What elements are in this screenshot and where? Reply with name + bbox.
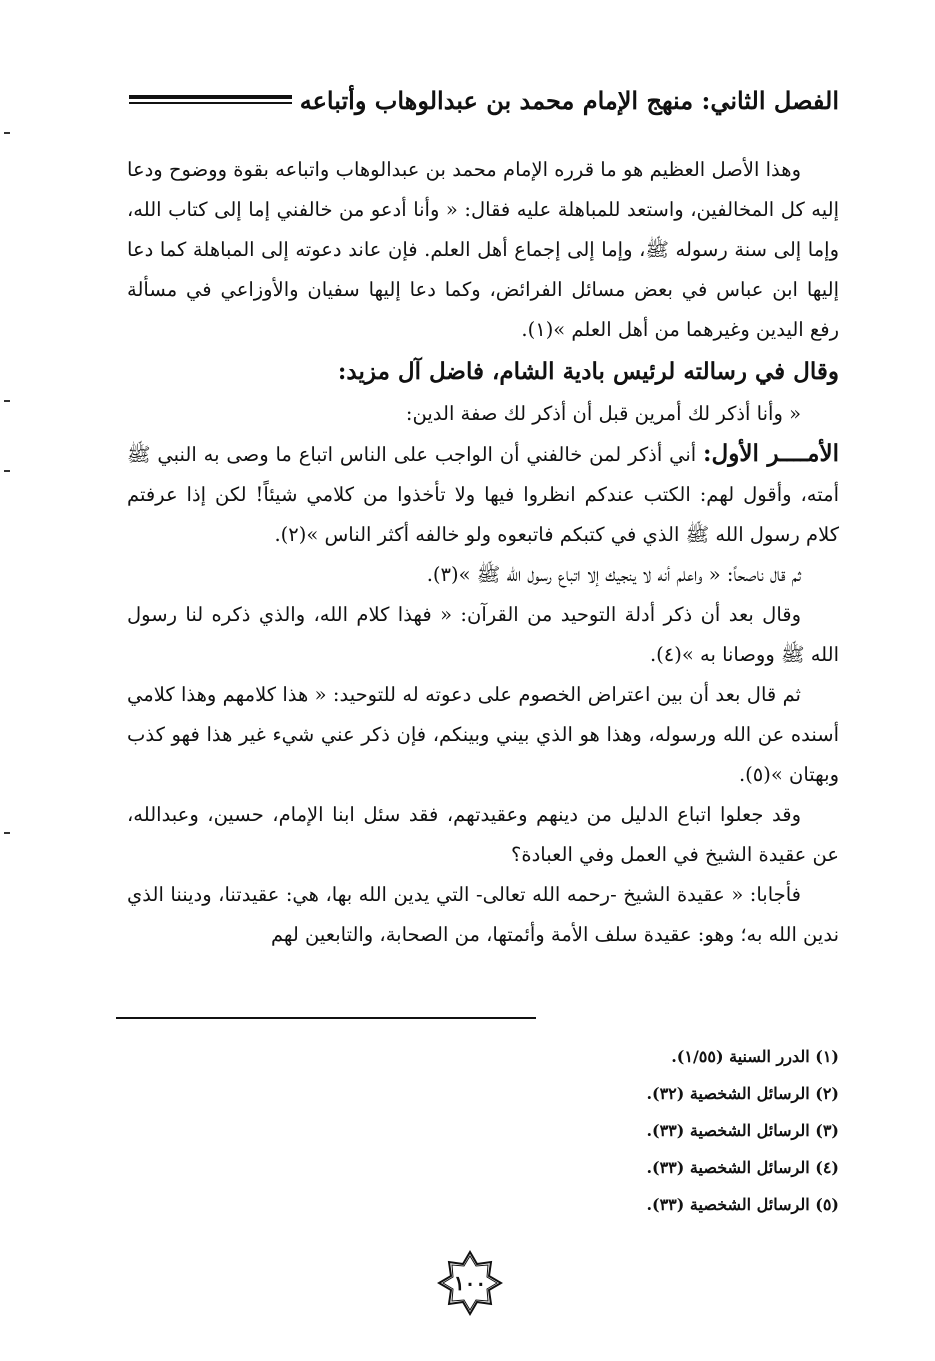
header-rule [129, 93, 292, 107]
first-matter-text: أني أذكر لمن خالفني أن الواجب على الناس اتباع ما وصى به النبي ﷺ أمته، وأقول لهم: الكتب عندكم انظروا فيها ولا تأخذوا من كلامي شيئاً! لكن إذا عرفتم كلام رسول الله ﷺ الذي في كتبكم فاتبعوه ولو خالفه أكثر الناس »(٢). [127, 443, 839, 546]
paragraph-3 [127, 434, 839, 555]
paragraph-4: ثم قال ناصحاً: « واعلم أنه لا ينجيك إلا اتباع رسول الله ﷺ »(٣). [426, 563, 801, 586]
footnote-2: (٢) الرسائل الشخصية (٣٢). [646, 1084, 839, 1103]
chapter-title: الفصل الثاني: منهج الإمام محمد بن عبدالوهاب وأتباعه [299, 85, 839, 115]
first-matter-label: الأمــــر الأول: [703, 440, 839, 467]
paragraph-8: فأجابا: « عقيدة الشيخ -رحمه الله تعالى- التي يدين الله بها، هي: عقيدتنا، وديننا الذي ندين الله به؛ وهو: عقيدة سلف الأمة وأئمتها، من الصحابة، والتابعين لهم [127, 883, 839, 946]
page-number-ornament [437, 1250, 503, 1316]
section-heading: وقال في رسالته لرئيس بادية الشام، فاضل آل مزيد: [337, 358, 839, 385]
margin-mark [4, 132, 10, 134]
paragraph-7: وقد جعلوا اتباع الدليل من دينهم وعقيدتهم، فقد سئل ابنا الإمام، حسين، وعبدالله، عن عقيدة الشيخ في العمل وفي العبادة؟ [127, 803, 839, 866]
margin-mark [4, 400, 10, 402]
footnote-3: (٣) الرسائل الشخصية (٣٣). [646, 1121, 839, 1140]
page-number: ١٠٠ [453, 1271, 487, 1295]
footnotes [339, 1038, 839, 1223]
footnote-1: (١) الدرر السنية (١/٥٥). [671, 1047, 839, 1066]
margin-mark [4, 832, 10, 834]
main-text [127, 150, 839, 955]
paragraph-2: « وأنا أذكر لك أمرين قبل أن أذكر لك صفة الدين: [405, 402, 801, 425]
paragraph-6: ثم قال بعد أن بين اعتراض الخصوم على دعوته له للتوحيد: « هذا كلامهم وهذا كلامي أسنده عن الله ورسوله، وهذا هو الذي بيني وبينكم، فإن ذكر عني شيء غير هذا فهو كذب وبهتان »(٥). [127, 683, 839, 786]
paragraph-5: وقال بعد أن ذكر أدلة التوحيد من القرآن: « فهذا كلام الله، والذي ذكره لنا رسول الله ﷺ ووصانا به »(٤). [127, 603, 839, 666]
footnote-4: (٤) الرسائل الشخصية (٣٣). [646, 1158, 839, 1177]
footnote-separator [116, 1017, 536, 1019]
footnote-5: (٥) الرسائل الشخصية (٣٣). [646, 1195, 839, 1214]
margin-mark [4, 470, 10, 472]
running-header [129, 78, 839, 122]
paragraph-1: وهذا الأصل العظيم هو ما قرره الإمام محمد بن عبدالوهاب واتباعه بقوة ووضوح ودعا إليه كل المخالفين، واستعد للمباهلة عليه فقال: « وأنا أدعو من خالفني إما إلى كتاب الله، وإما إلى سنة رسوله ﷺ، وإما إلى إجماع أهل العلم. فإن عاند دعوته إلى المباهلة كما دعا إليها ابن عباس في بعض مسائل الفرائض، وكما دعا إليها سفيان والأوزاعي في مسألة رفع اليدين وغيرهما من أهل العلم »(١). [127, 158, 839, 341]
